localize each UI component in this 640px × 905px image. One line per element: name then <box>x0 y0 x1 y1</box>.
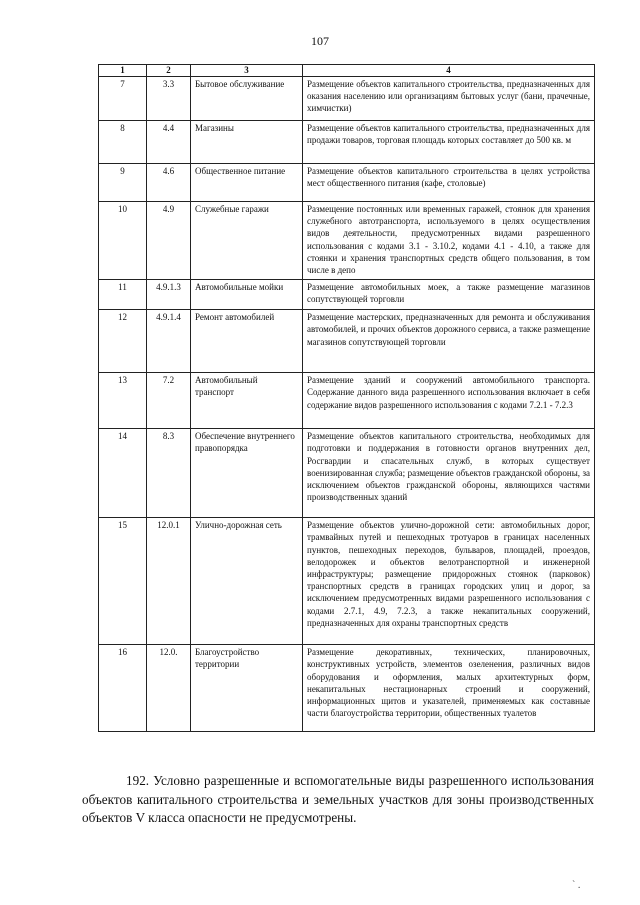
use-name: Магазины <box>191 121 303 164</box>
table-row <box>99 310 595 373</box>
table-row <box>99 164 595 202</box>
table-row <box>99 645 595 732</box>
use-code: 4.6 <box>147 164 191 202</box>
header-col-2: 2 <box>147 65 191 77</box>
use-name: Ремонт автомобилей <box>191 310 303 373</box>
use-description: Размещение объектов капитального строительства, необходимых для подготовки и поддержания в готовности органов внутренних дел, Росгвардии и спасательных служб, в которых существует военизированная служба; размещение объектов гражданской обороны, за исключением объектов гражданской обороны, являющихся частями производственных зданий <box>303 429 595 518</box>
table-row <box>99 518 595 645</box>
use-code: 4.9.1.3 <box>147 280 191 310</box>
use-code: 4.4 <box>147 121 191 164</box>
row-number: 10 <box>99 202 147 280</box>
table-row <box>99 77 595 121</box>
use-description: Размещение объектов капитального строительства в целях устройства мест общественного питания (кафе, столовые) <box>303 164 595 202</box>
row-number: 13 <box>99 373 147 429</box>
use-code: 12.0. <box>147 645 191 732</box>
table-row <box>99 202 595 280</box>
row-number: 15 <box>99 518 147 645</box>
use-name: Служебные гаражи <box>191 202 303 280</box>
row-number: 14 <box>99 429 147 518</box>
use-description: Размещение автомобильных моек, а также размещение магазинов сопутствующей торговли <box>303 280 595 310</box>
use-description: Размещение мастерских, предназначенных для ремонта и обслуживания автомобилей, и прочих объектов дорожного сервиса, а также размещение магазинов сопутствующей торговли <box>303 310 595 373</box>
use-code: 8.3 <box>147 429 191 518</box>
use-code: 7.2 <box>147 373 191 429</box>
use-description: Размещение объектов капитального строительства, предназначенных для продажи товаров, торговая площадь которых составляет до 500 кв. м <box>303 121 595 164</box>
table-header-row <box>99 65 595 77</box>
use-name: Улично-дорожная сеть <box>191 518 303 645</box>
use-name: Автомобильные мойки <box>191 280 303 310</box>
table-row <box>99 280 595 310</box>
header-col-4: 4 <box>303 65 595 77</box>
table-row <box>99 121 595 164</box>
use-code: 12.0.1 <box>147 518 191 645</box>
row-number: 7 <box>99 77 147 121</box>
header-col-3: 3 <box>191 65 303 77</box>
use-code: 4.9 <box>147 202 191 280</box>
use-description: Размещение объектов улично-дорожной сети: автомобильных дорог, трамвайных путей и пешеходных тротуаров в границах населенных пунктов, пешеходных переходов, бульваров, площадей, проездов, велодорожек и объектов велотранспортной и инженерной инфраструктуры; размещение придорожных стоянок (парковок) транспортных средств в границах городских улиц и дорог, за исключением предусмотренных видами разрешенного использования с кодами 2.7.1, 4.9, 7.2.3, а также некапитальных сооружений, предназначенных для охраны транспортных средств <box>303 518 595 645</box>
use-description: Размещение зданий и сооружений автомобильного транспорта. Содержание данного вида разрешенного использования включает в себя содержание видов разрешенного использования с кодами 7.2.1 - 7.2.3 <box>303 373 595 429</box>
row-number: 16 <box>99 645 147 732</box>
row-number: 11 <box>99 280 147 310</box>
paragraph-192: 192. Условно разрешенные и вспомогательные виды разрешенного использования объектов капитального строительства и земельных участков для зоны производственных объектов V класса опасности не предусмотрены. <box>82 773 594 825</box>
land-use-table <box>98 64 595 732</box>
page-number: 107 <box>311 34 329 48</box>
use-name: Общественное питание <box>191 164 303 202</box>
use-description: Размещение объектов капитального строительства, предназначенных для оказания населению или организациям бытовых услуг (бани, прачечные, химчистки) <box>303 77 595 121</box>
corner-mark: ` . <box>572 880 581 891</box>
use-name: Бытовое обслуживание <box>191 77 303 121</box>
use-name: Обеспечение внутреннего правопорядка <box>191 429 303 518</box>
use-description: Размещение декоративных, технических, планировочных, конструктивных устройств, элементов озеленения, различных видов оборудования и оформления, малых архитектурных форм, некапитальных нестационарных строений и сооружений, информационных щитов и указателей, применяемых как составные части благоустройства территории, общественных туалетов <box>303 645 595 732</box>
row-number: 12 <box>99 310 147 373</box>
use-name: Благоустройство территории <box>191 645 303 732</box>
table-row <box>99 429 595 518</box>
row-number: 8 <box>99 121 147 164</box>
table-row <box>99 373 595 429</box>
use-description: Размещение постоянных или временных гаражей, стоянок для хранения служебного автотранспорта, используемого в целях осуществления видов деятельности, предусмотренных видами разрешенного использования с кодами 3.1 - 3.10.2, кодами 4.1 - 4.10, а также для стоянки и хранения транспортных средств общего пользования, в том числе в депо <box>303 202 595 280</box>
use-name: Автомобильный транспорт <box>191 373 303 429</box>
row-number: 9 <box>99 164 147 202</box>
use-code: 4.9.1.4 <box>147 310 191 373</box>
header-col-1: 1 <box>99 65 147 77</box>
use-code: 3.3 <box>147 77 191 121</box>
